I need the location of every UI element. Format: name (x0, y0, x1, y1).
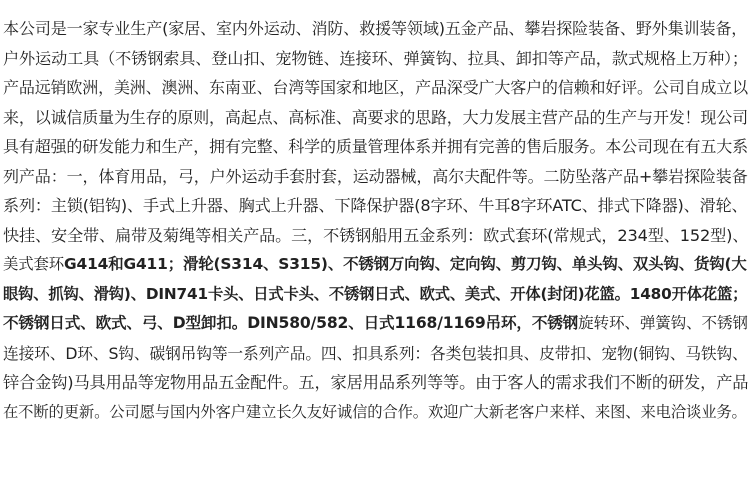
text-run: 快挂、安全带、扁带及菊绳等相关产品。三，不锈钢船用五金系列：欧式套环(常规式，234型、152型)、 (3, 225, 749, 245)
text-run-bold: 不锈钢日式、欧式、弓、D型卸扣。DIN580/582、日式1168/1169吊环，不锈钢 (3, 314, 579, 332)
text-run-bold: 眼钩、抓钩、滑钩)、DIN741卡头、日式卡头、不锈钢日式、欧式、美式、开体(封闭)花篮。1480开体花篮； (3, 284, 748, 303)
text-run: 在不断的更新。公司愿与国内外客户建立长久友好诚信的合作。欢迎广大新老客户来样、来图、来电洽谈业务。 (3, 402, 747, 421)
text-run: 列产品：一，体育用品，弓，户外运动手套肘套，运动器械，高尔夫配件等。二防坠落产品+攀岩探险装备 (3, 166, 748, 186)
text-run: 连接环、D环、S钩、碳钢吊钩等一系列产品。四、扣具系列：各类包装扣具、皮带扣、宠物(铜钩、马铁钩、 (3, 343, 748, 363)
text-line-12 (3, 339, 750, 369)
text-line-13 (3, 368, 750, 398)
text-line-11 (3, 309, 750, 339)
text-run: 本公司是一家专业生产(家居、室内外运动、消防、救援等领域)五金产品、攀岩探险装备、野外集训装备， (3, 19, 748, 38)
text-run: 产品远销欧洲，美洲、澳洲、东南亚、台湾等国家和地区，产品深受广大客户的信赖和好评。公司自成立以 (3, 78, 748, 97)
text-line-3 (3, 73, 750, 103)
text-line-1 (3, 14, 750, 44)
text-run: 系列：主锁(铝钩)、手式上升器、胸式上升器、下降保护器(8字环、牛耳8字环ATC、排式下降器)、滑轮、 (3, 196, 748, 215)
text-run: 旋转环、弹簧钩、不锈钢 (578, 314, 748, 332)
text-line-8 (3, 221, 750, 251)
text-run: 具有超强的研发能力和生产，拥有完整、科学的质量管理体系并拥有完善的售后服务。本公司现在有五大系 (3, 137, 748, 156)
text-line-5 (3, 132, 750, 162)
text-run: 锌合金钩)马具用品等宠物用品五金配件。五，家居用品系列等等。由于客人的需求我们不断的研发，产品 (3, 373, 749, 392)
text-run: 美式套环 (3, 255, 65, 273)
text-line-2 (3, 44, 750, 74)
text-line-14 (3, 398, 750, 428)
text-line-10 (3, 280, 750, 310)
text-run: 来，以诚信质量为生存的原则，高起点、高标准、高要求的思路，大力发展主营产品的生产与开发！现公司 (3, 107, 748, 127)
text-line-9 (3, 250, 750, 280)
text-line-4 (3, 103, 750, 133)
text-run: 户外运动工具（不锈钢索具、登山扣、宠物链、连接环、弹簧钩、拉具、卸扣等产品，款式规格上万种）； (3, 48, 748, 68)
text-line-6 (3, 162, 750, 192)
text-run-bold: G414和G411；滑轮(S314、S315)、不锈钢万向钩、定向钩、剪刀钩、单头钩、双头钩、货钩(大 (64, 255, 747, 273)
text-line-7 (3, 191, 750, 221)
